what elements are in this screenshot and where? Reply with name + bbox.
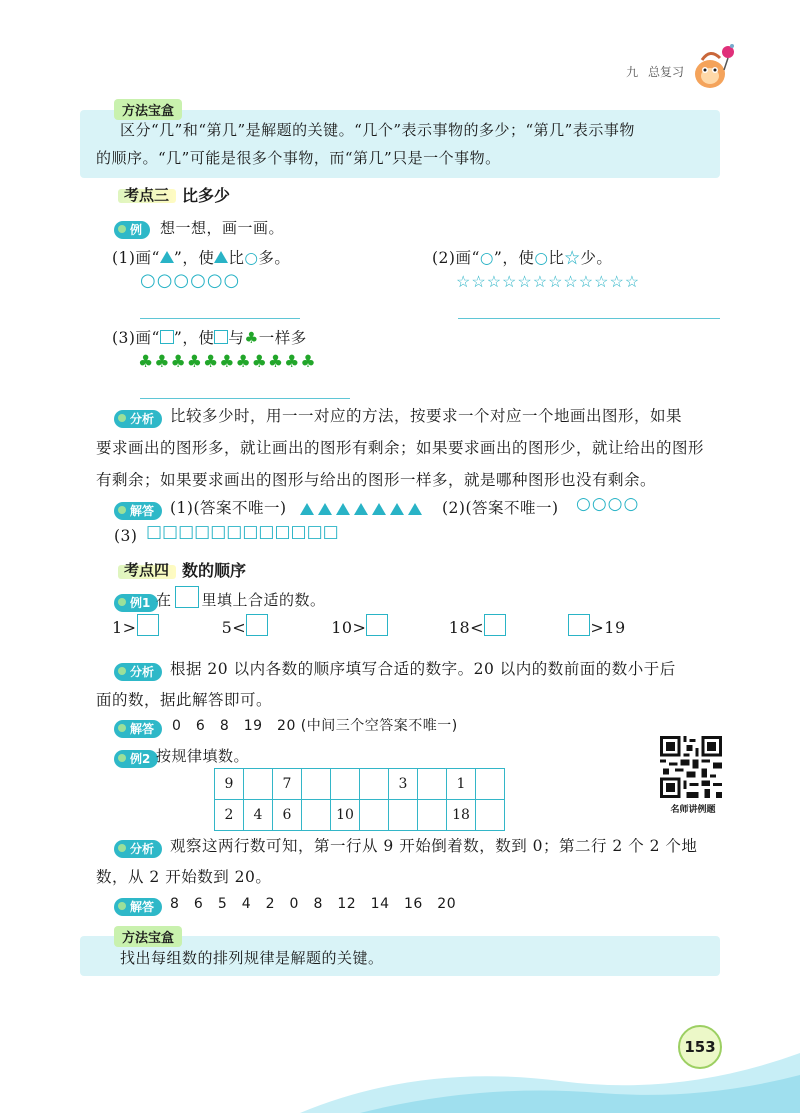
square-answer-row: □□□□□□□□□□□□: [146, 522, 339, 542]
example-1-pill: 例1: [114, 592, 158, 612]
analysis-2-line-1: 根据 20 以内各数的顺序填写合适的数字。20 以内的数前面的数小于后: [170, 660, 676, 678]
method-box-text-line-1: 区分“几”和“第几”是解题的关键。“几个”表示事物的多少；“第几”表示事物: [120, 121, 635, 139]
triangle-icon: [408, 503, 422, 515]
analysis-3-line-1: 观察这两行数可知，第一行从 9 开始倒着数，数到 0；第二行 2 个 2 个地: [170, 837, 698, 855]
circle-icon: ○: [534, 249, 549, 267]
answer-3-text: 8 6 5 4 2 0 8 12 14 16 20: [170, 896, 457, 912]
analysis-line-2: 要求画出的图形多，就让画出的图形有剩余；如果要求画出的图形少，就让给出的图形: [96, 439, 705, 457]
triangle-row: [300, 500, 426, 519]
table-row: [215, 769, 505, 800]
triangle-icon: [160, 251, 174, 263]
page-number: 153: [678, 1025, 722, 1069]
circle-icon: ○: [479, 249, 494, 267]
table-row: [215, 800, 505, 831]
table-cell: 4: [244, 800, 273, 831]
triangle-icon: [214, 251, 228, 263]
method-box-tag: 方法宝盒: [114, 99, 182, 120]
table-cell[interactable]: [360, 769, 389, 800]
club-row: ♣♣♣♣♣♣♣♣♣♣♣: [138, 352, 317, 372]
answer-1-part-1: (1)(答案不唯一): [170, 499, 287, 517]
answer-line-1: [140, 318, 300, 319]
example-1-text: 在 里填上合适的数。: [156, 584, 326, 616]
triangle-icon: [354, 503, 368, 515]
answer-line-2: [458, 318, 720, 319]
example-text: 想一想，画一画。: [160, 219, 285, 237]
chapter-header: [626, 63, 684, 80]
analysis-pill: 分析: [114, 838, 162, 858]
table-cell: 2: [215, 800, 244, 831]
key-point-tag: 考点三: [124, 186, 170, 204]
table-cell: 3: [389, 769, 418, 800]
example-pill: 例: [114, 219, 150, 239]
method-box-2-text: 找出每组数的排列规律是解题的关键。: [120, 949, 384, 967]
circle-row: ○○○○○○: [140, 270, 241, 291]
mascot-icon: [688, 40, 740, 92]
table-cell: 7: [273, 769, 302, 800]
table-cell[interactable]: [476, 800, 505, 831]
square-icon: [160, 330, 174, 344]
question-1: (1)画“ ”，使 比○多。: [112, 249, 291, 267]
blank-box[interactable]: [137, 614, 159, 636]
analysis-3-line-2: 数，从 2 开始数到 20。: [96, 868, 272, 886]
triangle-icon: [336, 503, 350, 515]
analysis-pill: 分析: [114, 408, 162, 428]
example-2-pill: 例2: [114, 748, 158, 768]
table-cell[interactable]: [418, 800, 447, 831]
analysis-line-3: 有剩余；如果要求画出的图形与给出的图形一样多，就是哪种图形也没有剩余。: [96, 471, 657, 489]
triangle-icon: [318, 503, 332, 515]
triangle-icon: [300, 503, 314, 515]
answer-2-text: 0 6 8 19 20 (中间三个空答案不唯一): [172, 718, 458, 734]
analysis-line-1: 比较多少时，用一一对应的方法，按要求一个对应一个地画出图形，如果: [170, 407, 683, 425]
table-cell: 1: [447, 769, 476, 800]
key-point-tag: 考点四: [124, 561, 170, 579]
table-cell[interactable]: [418, 769, 447, 800]
table-cell: 18: [447, 800, 476, 831]
circle-answer-row: ○○○○: [576, 494, 640, 514]
chapter-title: 总复习: [647, 65, 684, 79]
answer-1-part-2: (2)(答案不唯一): [442, 499, 559, 517]
example-1-items: [112, 612, 712, 644]
qr-caption: 名师讲例题: [670, 805, 716, 815]
blank-box[interactable]: [568, 614, 590, 636]
answer-pill: 解答: [114, 718, 162, 738]
square-icon: [214, 330, 228, 344]
triangle-icon: [390, 503, 404, 515]
key-point-title: 比多少: [182, 186, 231, 205]
star-row: ☆☆☆☆☆☆☆☆☆☆☆☆: [456, 272, 641, 291]
chapter-number: 九: [626, 65, 639, 79]
blank-box[interactable]: [484, 614, 506, 636]
question-2: (2)画“○”，使○比☆少。: [432, 249, 613, 267]
table-cell[interactable]: [389, 800, 418, 831]
triangle-icon: [372, 503, 386, 515]
table-cell[interactable]: [331, 769, 360, 800]
analysis-pill: 分析: [114, 661, 162, 681]
answer-1-part-3: (3): [114, 527, 138, 545]
table-cell[interactable]: [302, 800, 331, 831]
example-2-text: 按规律填数。: [156, 747, 250, 765]
answer-pill: 解答: [114, 500, 162, 520]
blank-box[interactable]: [366, 614, 388, 636]
method-box-text-line-2: 的顺序。“几”可能是很多个事物，而“第几”只是一个事物。: [96, 149, 501, 167]
table-cell: 9: [215, 769, 244, 800]
table-cell[interactable]: [360, 800, 389, 831]
qr-code-icon[interactable]: [660, 736, 722, 798]
comparison-item: 5<: [222, 612, 326, 644]
table-cell[interactable]: [302, 769, 331, 800]
circle-icon: ○: [244, 249, 259, 267]
answer-line-3: [140, 398, 350, 399]
analysis-2-line-2: 面的数，据此解答即可。: [96, 691, 273, 709]
comparison-item: 1>: [112, 612, 216, 644]
key-point-title: 数的顺序: [182, 561, 247, 580]
answer-pill: 解答: [114, 896, 162, 916]
blank-box-icon: [175, 586, 199, 608]
sequence-table: [214, 768, 505, 831]
comparison-item: 10>: [331, 612, 443, 644]
blank-box[interactable]: [246, 614, 268, 636]
comparison-item: >19: [568, 612, 648, 644]
table-cell[interactable]: [476, 769, 505, 800]
table-cell: 10: [331, 800, 360, 831]
comparison-item: 18<: [449, 612, 563, 644]
method-box-tag: 方法宝盒: [114, 926, 182, 947]
table-cell: 6: [273, 800, 302, 831]
star-icon: ☆: [564, 249, 581, 267]
club-icon: ♣: [244, 329, 259, 347]
question-3: (3)画“ ”，使 与♣一样多: [112, 329, 307, 347]
table-cell[interactable]: [244, 769, 273, 800]
